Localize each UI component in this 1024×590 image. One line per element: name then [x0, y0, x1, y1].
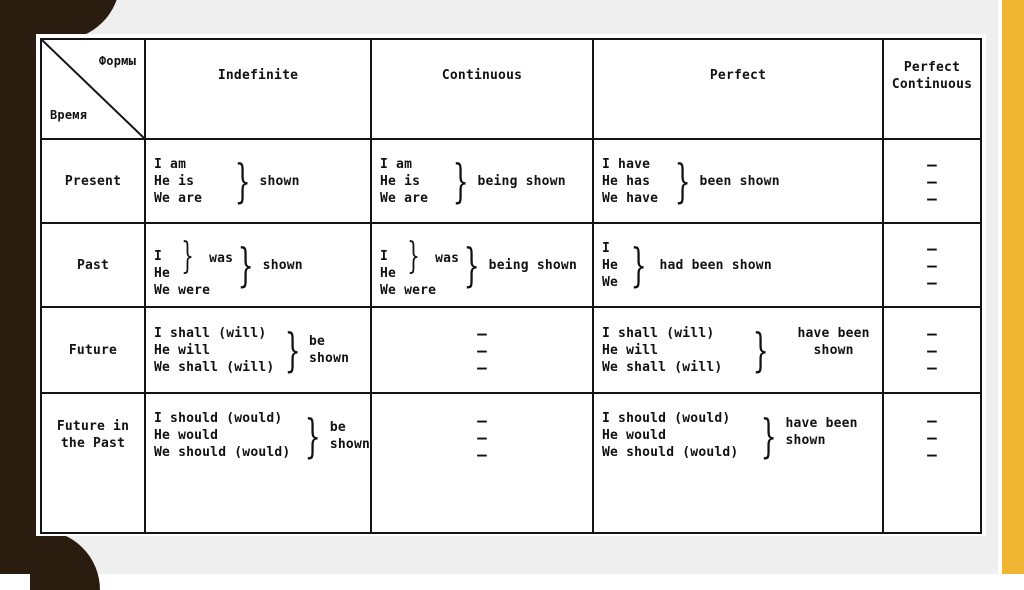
brace-icon: }	[630, 238, 647, 292]
cell-present-perfect-continuous	[883, 139, 981, 223]
form-line: I shall (will)	[602, 325, 715, 341]
row-label-present: Present	[41, 139, 145, 223]
form-line: I am	[380, 156, 413, 172]
dash: —	[477, 428, 487, 447]
column-header-continuous: Continuous	[371, 39, 593, 139]
aux-verb: was	[209, 250, 234, 266]
form-line: We should (would)	[602, 445, 739, 460]
cell-future-past-indefinite	[145, 393, 371, 533]
dash: —	[927, 428, 937, 447]
form-line: He will	[154, 342, 211, 358]
result-text: shown	[262, 257, 303, 273]
form-line: I	[154, 249, 163, 264]
dash: —	[927, 188, 937, 208]
form-line: He will	[602, 342, 659, 358]
brace-icon: }	[305, 408, 322, 463]
brace-icon: }	[674, 154, 691, 208]
column-header-indefinite: Indefinite	[145, 39, 371, 139]
dash: —	[927, 171, 937, 191]
form-line: I	[380, 249, 389, 264]
brace-icon: }	[181, 236, 194, 277]
dash: —	[927, 238, 937, 258]
dash: —	[477, 340, 487, 360]
form-line: We	[602, 274, 619, 290]
form-line: He	[380, 266, 397, 281]
cell-future-indefinite	[145, 307, 371, 393]
brace-icon: }	[463, 238, 481, 292]
form-line: He would	[602, 428, 667, 443]
dash: —	[927, 445, 937, 464]
dash: —	[927, 340, 937, 360]
row-present	[41, 139, 981, 223]
form-line: He	[602, 257, 619, 273]
cell-present-perfect	[593, 139, 883, 223]
form-line: He has	[602, 173, 651, 189]
forms-label: Формы	[98, 54, 136, 68]
form-line: I am	[154, 156, 187, 172]
cell-present-indefinite	[145, 139, 371, 223]
form-line: I shall (will)	[154, 325, 267, 341]
cell-future-continuous	[371, 307, 593, 393]
cell-past-perfect	[593, 223, 883, 307]
cell-future-perfect	[593, 307, 883, 393]
dash: —	[927, 411, 937, 430]
form-line: We shall (will)	[602, 359, 723, 375]
form-line: I should (would)	[154, 411, 283, 426]
dash: —	[927, 357, 937, 377]
brace-icon: }	[407, 236, 420, 277]
form-line: We shall (will)	[154, 359, 275, 375]
brace-icon: }	[284, 323, 301, 377]
row-label-future: Future	[41, 307, 145, 393]
form-line: I	[602, 240, 611, 256]
row-label-future-in-the-past	[41, 393, 145, 533]
column-header-perfect: Perfect	[593, 39, 883, 139]
result-text: had been shown	[659, 257, 772, 273]
header-row	[41, 39, 981, 139]
dash: —	[477, 357, 487, 377]
cell-future-past-perfect-continuous	[883, 393, 981, 533]
corner-cell	[41, 39, 145, 139]
brace-icon: }	[237, 238, 255, 292]
form-line: He would	[154, 428, 219, 443]
row-future	[41, 307, 981, 393]
form-line: We are	[154, 190, 203, 206]
row-label-line: the Past	[60, 436, 126, 451]
cell-past-indefinite: I He } was } shown We were	[145, 223, 371, 307]
dash: —	[477, 445, 487, 464]
dash: —	[927, 154, 937, 174]
cell-past-perfect-continuous	[883, 223, 981, 307]
cell-past-continuous: I He } was } being shown We were	[371, 223, 593, 307]
result-text: being shown	[488, 257, 577, 273]
result-text: shown	[329, 436, 370, 452]
result-text: being shown	[477, 173, 566, 189]
form-line: I should (would)	[602, 411, 731, 426]
tense-table	[40, 38, 982, 534]
form-line: I have	[602, 156, 651, 172]
dash: —	[927, 272, 937, 292]
result-text: shown	[813, 343, 854, 358]
cell-future-perfect-continuous	[883, 307, 981, 393]
dash: —	[477, 323, 487, 343]
row-label-past: Past	[41, 223, 145, 307]
cell-present-continuous	[371, 139, 593, 223]
dash: —	[927, 255, 937, 275]
result-text: shown	[259, 173, 300, 189]
result-text: have been	[797, 326, 870, 341]
time-label: Время	[50, 108, 88, 122]
result-text: shown	[785, 432, 826, 448]
result-text: be shown	[308, 334, 350, 366]
form-line: He is	[380, 173, 421, 189]
cell-future-past-continuous	[371, 393, 593, 533]
form-line: We have	[602, 190, 659, 206]
row-future-in-the-past	[41, 393, 981, 533]
form-line: We should (would)	[154, 445, 291, 460]
result-text: be	[329, 419, 346, 435]
brace-icon: }	[234, 154, 251, 208]
form-line: He is	[154, 173, 195, 189]
form-line: He	[154, 266, 171, 281]
brace-icon: }	[452, 154, 469, 208]
column-header-perfect-continuous: Perfect Continuous	[883, 39, 981, 139]
brace-icon: }	[752, 323, 769, 377]
aux-verb: was	[435, 250, 460, 266]
result-text: been shown	[699, 173, 780, 189]
row-past	[41, 223, 981, 307]
dash: —	[477, 411, 487, 430]
row-label-line: Future in	[56, 419, 130, 434]
result-text: have been	[785, 415, 858, 431]
dash: —	[927, 323, 937, 343]
form-line: We are	[380, 190, 429, 206]
brace-icon: }	[760, 408, 777, 463]
cell-future-past-perfect	[593, 393, 883, 533]
right-accent-bar	[1002, 0, 1024, 574]
